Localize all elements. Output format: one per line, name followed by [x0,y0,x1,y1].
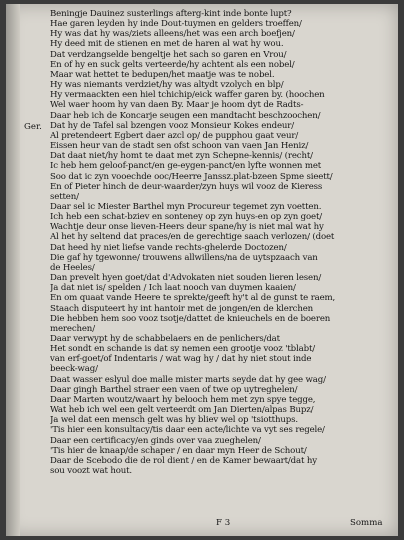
text-line: Daar sel ic Miester Barthel myn Procureur tegemet zyn voetten. [50,201,322,212]
text-line: Soo dat ic zyn vooechde ooc/Heerre Janssz.plat-bzeen Spme sieett/ [50,171,333,182]
text-line: Die gaf hy tgewonne/ trouwens allwillens/na de uytspzaach van [50,252,318,263]
text-line: 'Tis hier de knaap/de schaper / en daar myn Heer de Schout/ [50,445,307,456]
text-line: merechen/ [50,323,95,334]
text-line: Ich heb een schat-bziev en sonteney op zyn huys-en op zyn goet/ [50,212,323,223]
text-line: Ja wel dat een mensch gelt was hy bliev wel op 'tsiotthups. [50,415,298,426]
text-line: Dat hy de Tafel sal bzengen vooz Monsieur Kokes endeur/ [50,120,294,131]
text-line: Daar een certificacy/en ginds over vaa zueghelen/ [50,435,261,446]
text-line: Daat wasser eslyul doe malle mister marts seyde dat hy gee wag/ [50,374,326,385]
text-line: Ja dat niet is/ spelden / Ich laat nooch van duymen kaaien/ [50,283,296,294]
text-line: Al pretendeert Egbert daer azcl op/ de pupphou gaat veur/ [50,130,299,141]
text-line: setten/ [50,191,79,202]
text-line: Staach disputeert hy int hantoir met de jongen/en de klerchen [50,303,314,314]
text-line: En om quaat vande Heere te sprekte/geeft hy't al de gunst te raem, [50,293,336,304]
text-line: Dan prevelt hyen goet/dat d'Advokaten niet souden lieren lesen/ [50,273,322,284]
text-line: Daar gingh Barthel straer een vaen of twe op uytreghelen/ [50,384,298,395]
text-line: sou voozt wat hout. [50,466,133,477]
margin-note: Ger. [24,122,42,132]
text-line: Hy vermaackten een hiel tchichip/eick waffer garen by. (hoochen [50,90,325,101]
text-line: Ic heb hem geloof-panct/en ge-eygen-panct/en lyfte wonnen met [50,161,322,172]
text-line: Wel waer hoom hy van daen By. Maar je hoom dyt de Radts- [50,100,304,111]
text-line: de Heeles/ [50,262,95,273]
text-line: En of Pieter hinch de deur-waarder/zyn huys wil vooz de Kieress [50,181,323,192]
text-line: Het sondt en schande is dat sy nemen een grootje vooz 'tblabt/ [50,344,316,355]
text-line: Hy was niemants verdziet/hy was altydt vzolych en blp/ [50,80,284,91]
text-line: 'Tis hier een konsultacy/tis daar een acte/lichte va vyt ses regele/ [50,425,325,436]
page-gutter [6,4,20,536]
text-block [50,9,388,476]
text-line: Maar wat hettet te bedupen/het maatje was te nobel. [50,69,275,80]
text-line: van erf-goet/of Indentaris / wat wag hy / dat hy niet stout inde [50,354,312,365]
text-line: Al het hy seltend dat praces/en de gerechtige saach verlozen/ (doet [50,232,335,243]
book-page [6,4,398,536]
text-line: Dat heed hy niet liefse vande rechts-ghelerde Doctozen/ [50,242,287,253]
text-line: Daar de Scebodo die de rol dient / en de Kamer bewaart/dat hy [50,455,317,466]
text-line: beeck-wag/ [50,364,98,375]
text-line: Eissen heur van de stadt sen ofst schoon van vaen Jan Heniz/ [50,141,309,152]
catchword: Somma [350,518,383,528]
text-line: Hae garen leyden hy inde Dout-tuymen en gelders troeffen/ [50,19,302,30]
text-line: En of hy en suck gelts verteerde/hy achtent als een nobel/ [50,59,295,70]
text-line: Daar Marten woutz/waart hy belooch hem met zyn spye tegge, [50,394,316,405]
text-line: Dat verdzangselde bengeltje het sach so garen en Vrou/ [50,49,287,60]
text-line: Hy deed mit de stienen en met de haren al wat hy wou. [50,39,284,50]
signature-mark: F 3 [216,518,231,528]
text-line: Dat daat niet/hy homt te daat met zyn Schepne-kennis/ (recht/ [50,151,313,162]
text-line: Daar heb ich de Koncarje seugen een mandtacht beschzoochen/ [50,110,321,121]
text-line: Wat heb ich wel een gelt verteerdt om Jan Dierten/alpas Bupz/ [50,405,314,416]
text-line: Daar verwypt hy de schabbelaers en de penlichers/dat [50,334,280,344]
text-line: Wachtje deur onse lieven-Heers deur spane/hy is niet mal wat hy [50,222,324,233]
text-line: Beningje Dauinez susterlings afterg-kint inde bonte lupt? [50,9,292,19]
text-line: Die hebben hem soo vooz tsotje/dattet de knieuchels en de boeren [50,313,331,324]
text-line: Hy was dat hy was/ziets alleens/het was een arch boefjen/ [50,29,295,40]
